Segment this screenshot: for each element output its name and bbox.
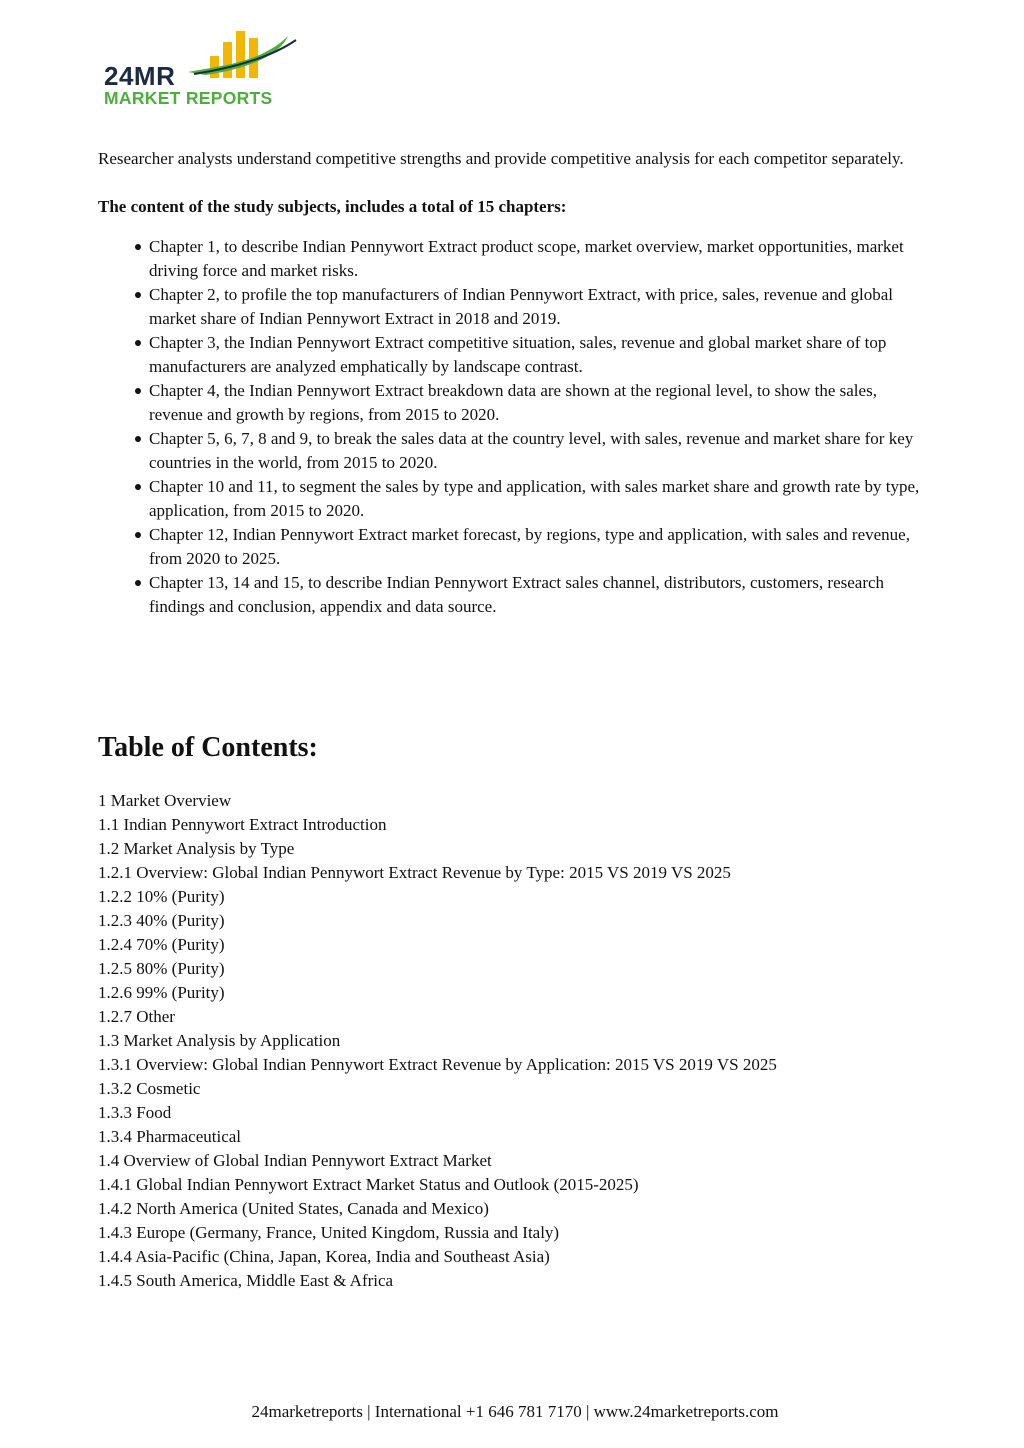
intro-paragraph: Researcher analysts understand competitive strengths and provide competitive analysis for each competitor separately. bbox=[98, 149, 904, 168]
toc-entry: 1.4.4 Asia-Pacific (China, Japan, Korea, India and Southeast Asia) bbox=[98, 1247, 550, 1266]
toc-entry: 1.2.6 99% (Purity) bbox=[98, 983, 225, 1002]
list-item: Chapter 4, the Indian Pennywort Extract breakdown data are shown at the regional level, to show the sales, revenue and growth by regions, from 2015 to 2020. bbox=[149, 379, 928, 427]
list-item: Chapter 2, to profile the top manufacturers of Indian Pennywort Extract, with price, sales, revenue and global market share of Indian Pennywort Extract in 2018 and 2019. bbox=[149, 283, 928, 331]
toc-entry: 1.3.3 Food bbox=[98, 1103, 172, 1122]
toc-entry: 1.4.1 Global Indian Pennywort Extract Market Status and Outlook (2015-2025) bbox=[98, 1175, 639, 1194]
toc-entry: 1.4.5 South America, Middle East & Africa bbox=[98, 1271, 394, 1290]
toc-entry: 1.3.4 Pharmaceutical bbox=[98, 1127, 242, 1146]
list-item: Chapter 3, the Indian Pennywort Extract competitive situation, sales, revenue and global market share of top manufacturers are analyzed emphatically by landscape contrast. bbox=[149, 331, 928, 379]
page-footer: 24marketreports | International +1 646 781 7170 | www.24marketreports.com bbox=[251, 1402, 779, 1421]
list-item: Chapter 1, to describe Indian Pennywort Extract product scope, market overview, market opportunities, market driving force and market risks. bbox=[149, 235, 928, 283]
toc-entry: 1.2 Market Analysis by Type bbox=[98, 839, 295, 858]
toc-entry: 1.1 Indian Pennywort Extract Introduction bbox=[98, 815, 387, 834]
toc-entry: 1.4.2 North America (United States, Canada and Mexico) bbox=[98, 1199, 489, 1218]
toc-entry: 1 Market Overview bbox=[98, 791, 232, 810]
list-item: Chapter 13, 14 and 15, to describe Indian Pennywort Extract sales channel, distributors, customers, research findings and conclusion, appendix and data source. bbox=[149, 571, 928, 619]
toc-entry: 1.2.2 10% (Purity) bbox=[98, 887, 225, 906]
toc-entry: 1.3 Market Analysis by Application bbox=[98, 1031, 341, 1050]
toc-entry: 1.4 Overview of Global Indian Pennywort Extract Market bbox=[98, 1151, 492, 1170]
toc-heading: Table of Contents: bbox=[98, 732, 318, 763]
list-item: Chapter 5, 6, 7, 8 and 9, to break the sales data at the country level, with sales, revenue and market share for key countries in the world, from 2015 to 2020. bbox=[149, 427, 928, 475]
company-logo bbox=[102, 28, 302, 108]
logo-name: MARKET REPORTS bbox=[104, 88, 273, 108]
logo-number: 24MR bbox=[104, 61, 176, 91]
chapter-list bbox=[98, 235, 928, 619]
toc-entry: 1.2.5 80% (Purity) bbox=[98, 959, 225, 978]
toc-entry: 1.2.7 Other bbox=[98, 1007, 175, 1026]
report-description bbox=[98, 147, 928, 619]
toc-entry: 1.3.1 Overview: Global Indian Pennywort Extract Revenue by Application: 2015 VS 2019 VS 2025 bbox=[98, 1055, 777, 1074]
toc-entry: 1.4.3 Europe (Germany, France, United Kingdom, Russia and Italy) bbox=[98, 1223, 560, 1242]
list-item: Chapter 12, Indian Pennywort Extract market forecast, by regions, type and application, with sales and revenue, from 2020 to 2025. bbox=[149, 523, 928, 571]
chapters-heading: The content of the study subjects, includes a total of 15 chapters: bbox=[98, 197, 567, 216]
table-of-contents bbox=[98, 789, 958, 1293]
toc-entry: 1.2.3 40% (Purity) bbox=[98, 911, 225, 930]
list-item: Chapter 10 and 11, to segment the sales by type and application, with sales market share and growth rate by type, application, from 2015 to 2020. bbox=[149, 475, 928, 523]
toc-entry: 1.2.4 70% (Purity) bbox=[98, 935, 225, 954]
toc-entry: 1.2.1 Overview: Global Indian Pennywort Extract Revenue by Type: 2015 VS 2019 VS 2025 bbox=[98, 863, 731, 882]
toc-entry: 1.3.2 Cosmetic bbox=[98, 1079, 201, 1098]
